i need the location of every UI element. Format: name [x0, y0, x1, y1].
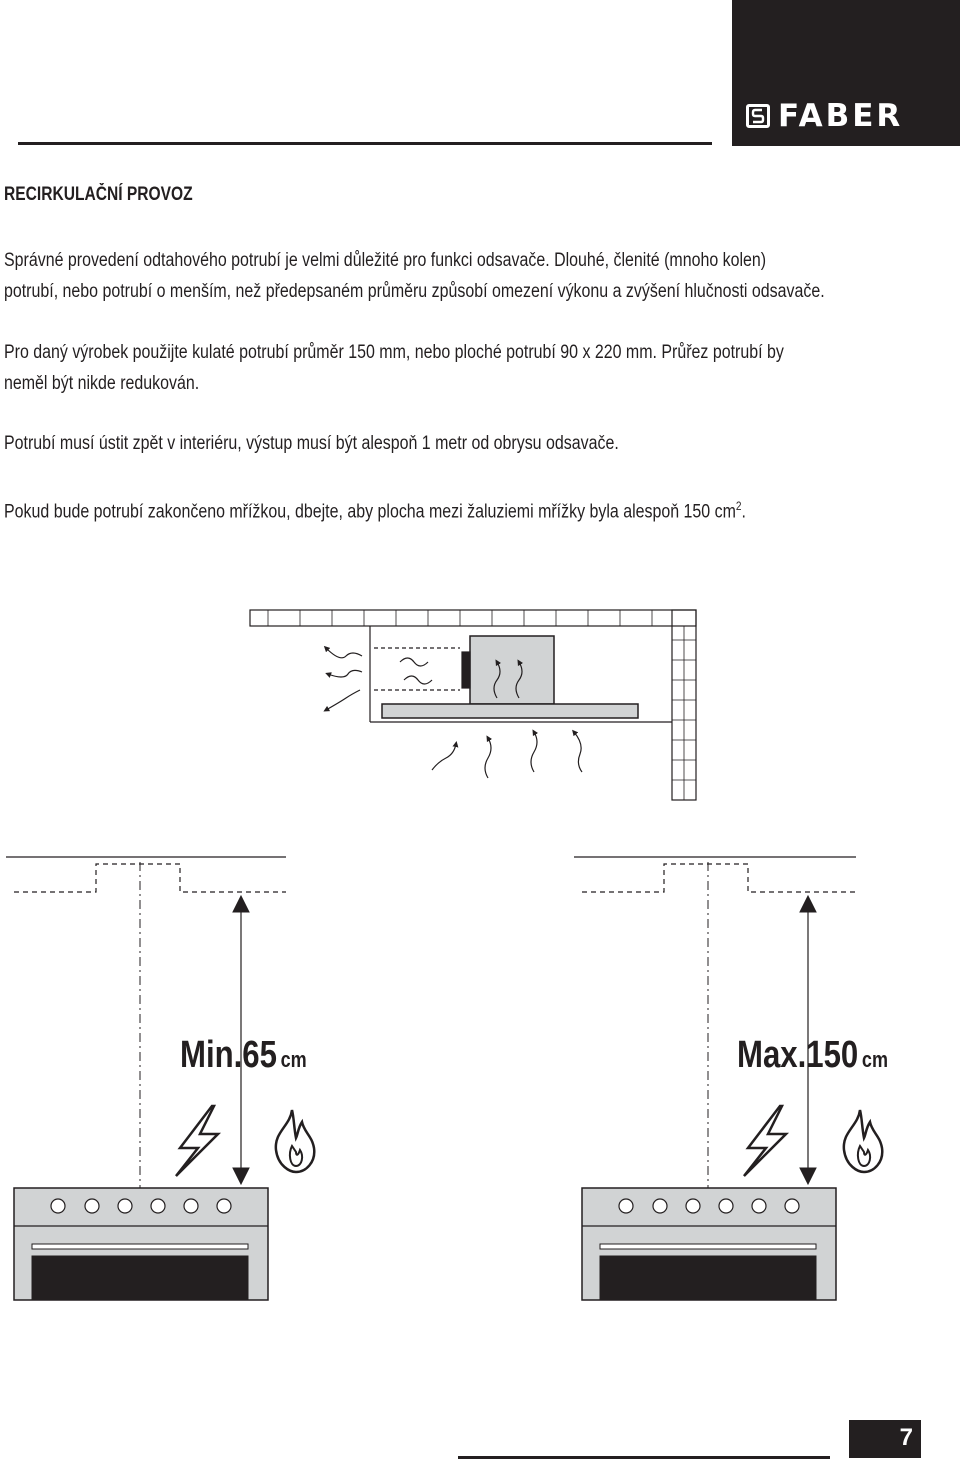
lightning-icon — [744, 1106, 786, 1176]
paragraph-text: Pokud bude potrubí zakončeno mřížkou, dbejte, aby plocha mezi žaluziemi mřížky byla alespoň 150 cm — [4, 501, 736, 523]
page-number: 7 — [899, 1424, 913, 1451]
page-number-box — [849, 1420, 921, 1458]
superscript: 2 — [735, 499, 742, 513]
min-distance-label — [180, 1034, 307, 1077]
recirculation-diagram — [250, 610, 696, 800]
max-distance-label — [737, 1034, 888, 1077]
paragraph-line: potrubí, nebo potrubí o menším, než předepsaném průměru způsobí omezení výkonu a zvýšení hlučnosti odsavače. — [4, 281, 825, 302]
paragraph-line: neměl být nikde redukován. — [4, 373, 200, 394]
section-heading: RECIRKULAČNÍ PROVOZ — [4, 184, 193, 205]
max-unit: cm — [861, 1047, 888, 1072]
max-distance-diagram — [574, 857, 882, 1300]
lightning-icon — [176, 1106, 218, 1176]
max-value: Max.150 — [737, 1034, 859, 1076]
paragraph-line: Správné provedení odtahového potrubí je velmi důležité pro funkci odsavače. Dlouhé, členité (mnoho kolen) — [4, 250, 767, 271]
min-unit: cm — [280, 1047, 307, 1072]
brand-name: FABER — [778, 98, 904, 134]
min-value: Min.65 — [180, 1034, 277, 1076]
paragraph-line: Pro daný výrobek použijte kulaté potrubí průměr 150 mm, nebo ploché potrubí 90 x 220 mm. Průřez potrubí by — [4, 342, 784, 363]
paragraph-end: . — [741, 501, 746, 523]
paragraph-duct-outlet: Potrubí musí ústit zpět v interiéru, výstup musí být alespoň 1 metr od obrysu odsavače. — [4, 433, 619, 454]
min-distance-diagram — [6, 857, 314, 1300]
footer-rule — [458, 1456, 830, 1459]
